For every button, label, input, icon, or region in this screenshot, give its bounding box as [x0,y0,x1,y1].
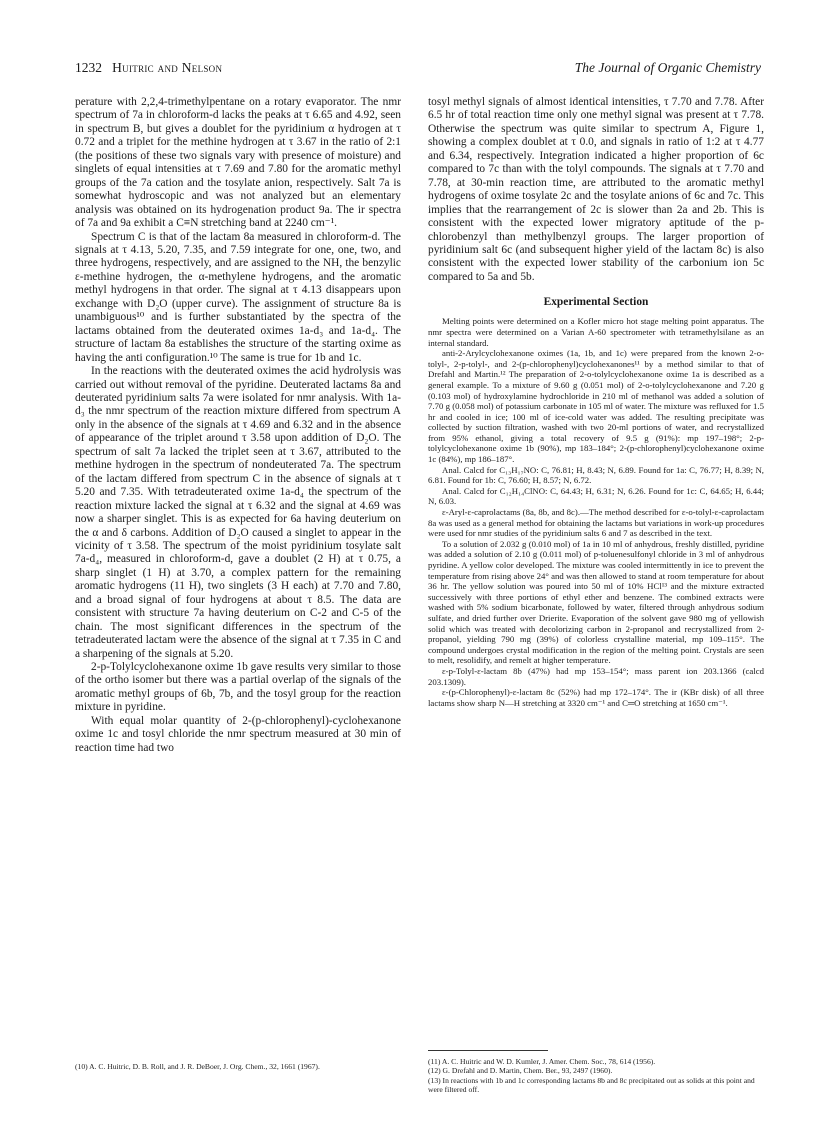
paragraph: With equal molar quantity of 2-(p-chlorophenyl)-cyclohexanone oxime 1c and tosyl chloride the nmr spectrum measured at 30 min of reaction time had two [75,714,401,754]
footnote: (10) A. C. Huitric, D. B. Roll, and J. R. DeBoer, J. Org. Chem., 32, 1661 (1967). [75,1062,320,1071]
footnote: (12) G. Drefahl and D. Martin, Chem. Ber., 93, 2497 (1960). [428,1066,613,1076]
page-header-left [75,60,222,76]
footnote: (11) A. C. Huitric and W. D. Kumler, J. Amer. Chem. Soc., 78, 614 (1956). [428,1057,656,1066]
paragraph: tosyl methyl signals of almost identical intensities, τ 7.70 and 7.78. After 6.5 hr of total reaction time only one methyl signal was present at τ 7.78. Otherwise the spectrum was quite similar to spectrum A, Figure 1, showing a complex doublet at τ 0.0, and signals in ratio of 1:2 at τ 4.77 and 6.34, respectively. Integration indicated a higher proportion of 6c compared to 7c than with the tolyl compounds. The signals at τ 7.70 and 7.78, at 30-min reaction time, are attributed to the aromatic methyl hydrogens of oxime tosylate 2c and the tosylate anions of 6c and 7c. This implies that the rearrangement of 2c is slower than 2a and 2b. This is consistent with the expected lower migratory aptitude of the p-chlorobenzyl than methylbenzyl groups. The larger proportion of pyridinium salt 6c (and subsequent higher yield of the lactam 8c) is also consistent with the expected lower stability of the carbonium ion 5c compared to 5a and 5b. [428,96,764,283]
paragraph: Anal. Calcd for C₁₂H₁₄ClNO: C, 64.43; H, 6.31; N, 6.26. Found for 1c: C, 64.65; H, 6.44; N, 6.03. [428,485,764,507]
right-column [428,96,764,708]
paragraph: Melting points were determined on a Kofler micro hot stage melting point apparatus. The nmr spectra were determined on a Varian A-60 spectrometer with tetramethylsilane as an internal standard. [428,316,764,348]
paragraph: perature with 2,2,4-trimethylpentane on a rotary evaporator. The nmr spectrum of 7a in chloroform-d lacks the peaks at τ 6.65 and 4.92, seen in spectrum B, but gives a doublet for the pyridinium α hydrogen at τ 0.72 and a triplet for the methine hydrogen at τ 3.67 in the ratio of 2:1 (the positions of these two signals vary with presence of moisture) and singlets of equal intensities at τ 7.69 and 7.80 for the aromatic methyl groups of the 7a cation and the tosylate anion, respectively. Salt 7a is somewhat hydroscopic and was not analyzed but an elementary analysis was obtained on its hydrogenation product 9a. The ir spectra of 7a and 9a exhibit a C≡N stretching band at 2240 cm⁻¹. [75,96,401,230]
journal-title: The Journal of Organic Chemistry [574,60,761,75]
footnotes-right [428,1050,764,1095]
footnote-rule [428,1050,548,1051]
page-number: 1232 [75,60,102,75]
footnotes-left [75,1062,401,1071]
paragraph: Anal. Calcd for C₁₃H₁₇NO: C, 76.81; H, 8.43; N, 6.89. Found for 1a: C, 76.77; H, 8.39; N, 6.81. Found for 1b: C, 76.60; H, 8.57; N, 6.72. [428,464,764,486]
paragraph: In the reactions with the deuterated oximes the acid hydrolysis was carried out without removal of the pyridine. Deuterated lactams 8a and deuterated pyridinium salts 7a were isolated for nmr analysis. With 1a-d₃ the nmr spectrum of the reaction mixture differed from spectrum A only in the absence of the signals at τ 4.69 and 6.32 and in the absence of appearance of the triplet around τ 3.58 upon addition of D₂O. The spectrum of salt 7a lacked the triplet seen at τ 3.67, attributed to the methine hydrogen in the spectrum of nondeuterated 7a. The spectrum of the lactam differed from spectrum C in the absence of signals at τ 5.20 and 7.35. With tetradeuterated oxime 1a-d₄ the spectrum of the reaction mixture lacked the signal at τ 6.32 and the signal at 4.69 was now a sharper singlet. This is as expected for 6a having deuterium on the α and δ carbons. Addition of D₂O caused a singlet to appear in the vicinity of τ 3.58. The spectrum of the moist pyridinium tosylate salt 7a-d₄, measured in chloroform-d, gave a doublet (2 H) at τ 0.75, a sharp singlet (1 H) at 3.70, a complex pattern for the remaining aromatic hydrogens (11 H), two singlets (3 H each) at 7.70 and 7.80, and a broad signal of four hydrogens at about τ 8.5. The data are consistent with structure 7a having deuterium on C-2 and C-5 of the chain. The most significant differences in the spectrum of the tetradeuterated lactam were the absence of the signal at τ 7.35 in C and a sharpening of the signals at 5.20. [75,365,401,660]
paragraph: ε-Aryl-ε-caprolactams (8a, 8b, and 8c).—The method described for ε-o-tolyl-ε-caprolactam 8a was used as a general method for obtaining the lactams but variations in work-up procedures were used for nmr studies of the pyridinium salts 6 and 7 as described in the text. [428,507,764,539]
paragraph: ε-(p-Chlorophenyl)-ε-lactam 8c (52%) had mp 172–174°. The ir (KBr disk) of all three lactams show sharp N—H stretching at 3320 cm⁻¹ and C═O stretching at 1650 cm⁻¹. [428,687,764,708]
section-heading: Experimental Section [543,296,649,309]
running-authors: Huitric and Nelson [112,60,223,75]
paragraph: ε-p-Tolyl-ε-lactam 8b (47%) had mp 153–154°; mass parent ion 203.1366 (calcd 203.1309). [428,665,764,687]
footnote: (13) In reactions with 1b and 1c corresponding lactams 8b and 8c precipitated out as solids at this point and were filtered off. [428,1075,755,1095]
paragraph: 2-p-Tolylcyclohexanone oxime 1b gave results very similar to those of the ortho isomer but there was a partial overlap of the signals of the aromatic methyl groups of 6b, 7b, and the tosyl group for the reaction mixture in pyridine. [75,661,401,714]
paragraph: Spectrum C is that of the lactam 8a measured in chloroform-d. The signals at τ 4.13, 5.20, 7.35, and 7.59 integrate for one, one, two, and three hydrogens, respectively, and are assigned to the NH, the benzylic ε-methine hydrogen, the α-methylene hydrogens, and the aromatic methyl hydrogens in that order. The signal at τ 4.13 disappears upon exchange with D₂O (upper curve). The assignment of structure 8a is unambiguous¹⁰ and is further substantiated by the spectra of the lactams obtained from the deuterated oximes 1a-d₃ and 1a-d₄. The structure of lactam 8a establishes the structure of the starting oxime as having the anti configuration.¹⁰ The same is true for 1b and 1c. [75,230,401,364]
paragraph: To a solution of 2.032 g (0.010 mol) of 1a in 10 ml of anhydrous, freshly distilled, pyridine was added a solution of 2.10 g (0.011 mol) of p-toluenesulfonyl chloride in 3 ml of anhydrous pyridine. A yellow color developed. The mixture was cooled intermittently in ice to prevent the temperature from rising above 24° and was then allowed to stand at room temperature for about 36 hr. The yellow solution was poured into 50 ml of 10% HCl¹³ and the mixture extracted successively with three portions of ethyl ether and benzene. The combined extracts were washed with 5% sodium bicarbonate, followed by water, filtered through anhydrous sodium sulfate, and dried further over Drierite. Evaporation of the solvent gave 980 mg of yellowish solid which was treated with decolorizing carbon in 2-propanol and recrystallized from 2-propanol, yielding 790 mg (39%) of colorless crystalline material, mp 109–115°. The compound undergoes crystal modification in the region of the melting point. Crystals are seen to melt, resolidify, and remelt at higher temperature. [428,538,764,666]
left-column [75,96,401,755]
paragraph: anti-2-Arylcyclohexanone oximes (1a, 1b, and 1c) were prepared from the known 2-o-tolyl-, 2-p-tolyl-, and 2-(p-chlorophenyl)cyclohexanones¹¹ by a method similar to that of Drefahl and Martin.¹² The preparation of 2-o-tolylcyclohexanone oxime 1a is described as a general example. To a mixture of 9.60 g (0.051 mol) of 2-o-tolylcyclohexanone and 7.20 g (0.103 mol) of hydroxylamine hydrochloride in 210 ml of methanol was added a solution of 7.70 g (0.058 mol) of potassium carbonate in 105 ml of water. The mixture was refluxed for 1.5 hr and cooled in ice; 100 ml of ice-cold water was added. The resulting precipitate was collected by suction filtration, washed with two 20-ml portions of water, and recrystallized from 95% ethanol, giving a total recovery of 9.5 g (91%): mp 197–198°; 2-p-tolylcyclohexanone oxime 1b (90%), mp 183–184°; 2-(p-chlorophenyl)cyclohexanone oxime 1c (84%), mp 186–187°. [428,348,764,465]
